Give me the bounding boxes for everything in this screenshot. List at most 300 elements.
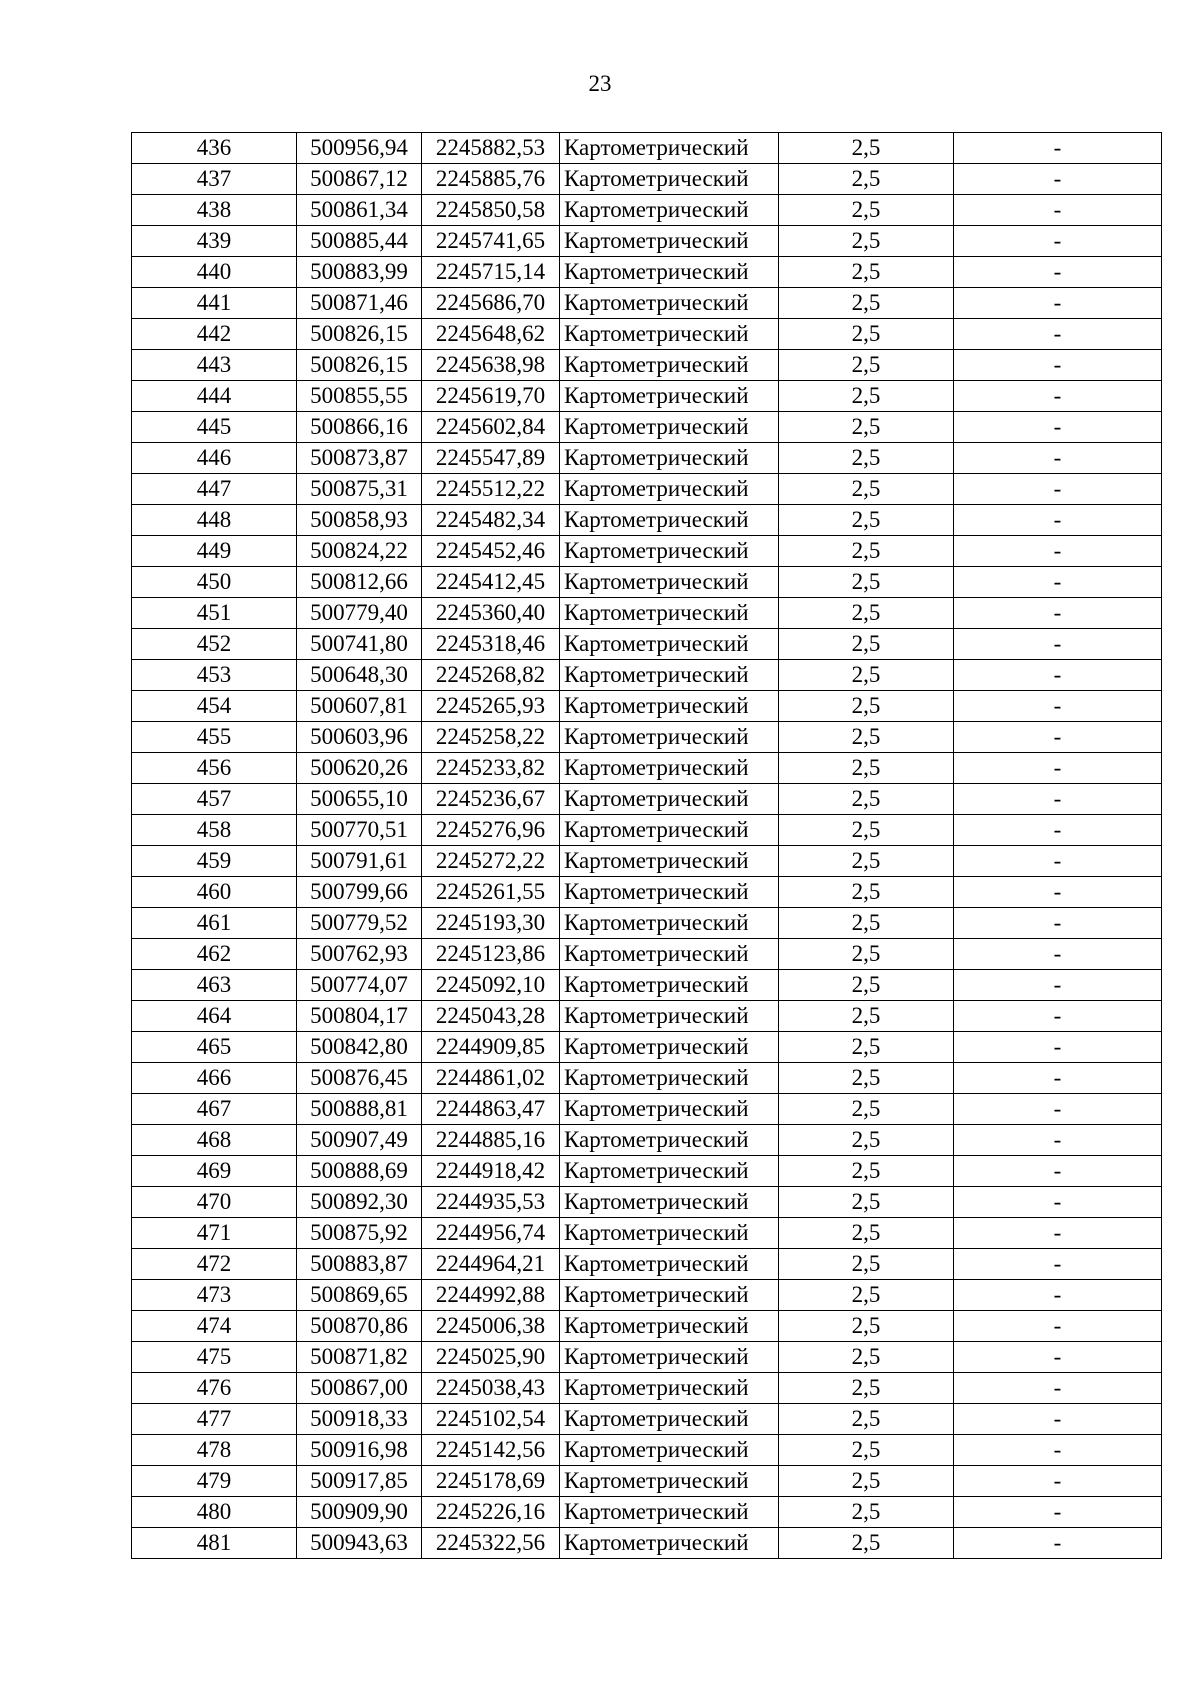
description-cell: - [954, 1435, 1162, 1466]
point-number-cell: 452 [132, 629, 297, 660]
x-coordinate-cell: 500655,10 [297, 784, 422, 815]
description-cell: - [954, 846, 1162, 877]
x-coordinate-cell: 500826,15 [297, 350, 422, 381]
method-cell: Картометрический [560, 939, 779, 970]
table-row [132, 629, 1162, 660]
x-coordinate-cell: 500871,46 [297, 288, 422, 319]
y-coordinate-cell: 2245265,93 [422, 691, 560, 722]
method-cell: Картометрический [560, 319, 779, 350]
method-cell: Картометрический [560, 1218, 779, 1249]
table-row [132, 691, 1162, 722]
y-coordinate-cell: 2245025,90 [422, 1342, 560, 1373]
y-coordinate-cell: 2245619,70 [422, 381, 560, 412]
point-number-cell: 442 [132, 319, 297, 350]
method-cell: Картометрический [560, 1280, 779, 1311]
method-cell: Картометрический [560, 846, 779, 877]
table-row [132, 660, 1162, 691]
y-coordinate-cell: 2245233,82 [422, 753, 560, 784]
table-row [132, 288, 1162, 319]
description-cell: - [954, 784, 1162, 815]
method-cell: Картометрический [560, 381, 779, 412]
table-row [132, 1125, 1162, 1156]
precision-cell: 2,5 [779, 226, 954, 257]
y-coordinate-cell: 2245178,69 [422, 1466, 560, 1497]
table-row [132, 1032, 1162, 1063]
method-cell: Картометрический [560, 1311, 779, 1342]
table-row [132, 474, 1162, 505]
description-cell: - [954, 505, 1162, 536]
x-coordinate-cell: 500909,90 [297, 1497, 422, 1528]
coordinates-table [131, 132, 1162, 1559]
y-coordinate-cell: 2245006,38 [422, 1311, 560, 1342]
point-number-cell: 459 [132, 846, 297, 877]
y-coordinate-cell: 2245885,76 [422, 164, 560, 195]
method-cell: Картометрический [560, 1063, 779, 1094]
y-coordinate-cell: 2245547,89 [422, 443, 560, 474]
method-cell: Картометрический [560, 1032, 779, 1063]
x-coordinate-cell: 500888,69 [297, 1156, 422, 1187]
y-coordinate-cell: 2244956,74 [422, 1218, 560, 1249]
point-number-cell: 480 [132, 1497, 297, 1528]
method-cell: Картометрический [560, 784, 779, 815]
point-number-cell: 439 [132, 226, 297, 257]
description-cell: - [954, 164, 1162, 195]
method-cell: Картометрический [560, 970, 779, 1001]
y-coordinate-cell: 2244992,88 [422, 1280, 560, 1311]
x-coordinate-cell: 500762,93 [297, 939, 422, 970]
method-cell: Картометрический [560, 1342, 779, 1373]
method-cell: Картометрический [560, 1404, 779, 1435]
point-number-cell: 446 [132, 443, 297, 474]
y-coordinate-cell: 2244964,21 [422, 1249, 560, 1280]
y-coordinate-cell: 2245412,45 [422, 567, 560, 598]
x-coordinate-cell: 500876,45 [297, 1063, 422, 1094]
point-number-cell: 455 [132, 722, 297, 753]
description-cell: - [954, 195, 1162, 226]
precision-cell: 2,5 [779, 629, 954, 660]
x-coordinate-cell: 500858,93 [297, 505, 422, 536]
precision-cell: 2,5 [779, 1435, 954, 1466]
table-row [132, 1311, 1162, 1342]
precision-cell: 2,5 [779, 1094, 954, 1125]
method-cell: Картометрический [560, 660, 779, 691]
method-cell: Картометрический [560, 722, 779, 753]
point-number-cell: 456 [132, 753, 297, 784]
precision-cell: 2,5 [779, 133, 954, 164]
description-cell: - [954, 1063, 1162, 1094]
description-cell: - [954, 381, 1162, 412]
y-coordinate-cell: 2245482,34 [422, 505, 560, 536]
method-cell: Картометрический [560, 1435, 779, 1466]
table-row [132, 567, 1162, 598]
description-cell: - [954, 474, 1162, 505]
point-number-cell: 444 [132, 381, 297, 412]
method-cell: Картометрический [560, 257, 779, 288]
y-coordinate-cell: 2244935,53 [422, 1187, 560, 1218]
description-cell: - [954, 1466, 1162, 1497]
precision-cell: 2,5 [779, 164, 954, 195]
table-row [132, 722, 1162, 753]
table-row [132, 536, 1162, 567]
point-number-cell: 457 [132, 784, 297, 815]
x-coordinate-cell: 500956,94 [297, 133, 422, 164]
y-coordinate-cell: 2245322,56 [422, 1528, 560, 1559]
precision-cell: 2,5 [779, 1249, 954, 1280]
method-cell: Картометрический [560, 1001, 779, 1032]
y-coordinate-cell: 2245512,22 [422, 474, 560, 505]
y-coordinate-cell: 2245360,40 [422, 598, 560, 629]
description-cell: - [954, 412, 1162, 443]
x-coordinate-cell: 500869,65 [297, 1280, 422, 1311]
description-cell: - [954, 970, 1162, 1001]
point-number-cell: 466 [132, 1063, 297, 1094]
y-coordinate-cell: 2245193,30 [422, 908, 560, 939]
precision-cell: 2,5 [779, 1311, 954, 1342]
method-cell: Картометрический [560, 691, 779, 722]
point-number-cell: 453 [132, 660, 297, 691]
x-coordinate-cell: 500907,49 [297, 1125, 422, 1156]
x-coordinate-cell: 500916,98 [297, 1435, 422, 1466]
description-cell: - [954, 815, 1162, 846]
x-coordinate-cell: 500867,00 [297, 1373, 422, 1404]
y-coordinate-cell: 2244918,42 [422, 1156, 560, 1187]
precision-cell: 2,5 [779, 846, 954, 877]
precision-cell: 2,5 [779, 1342, 954, 1373]
method-cell: Картометрический [560, 815, 779, 846]
precision-cell: 2,5 [779, 1466, 954, 1497]
x-coordinate-cell: 500892,30 [297, 1187, 422, 1218]
table-row [132, 412, 1162, 443]
point-number-cell: 449 [132, 536, 297, 567]
point-number-cell: 454 [132, 691, 297, 722]
table-row [132, 970, 1162, 1001]
x-coordinate-cell: 500943,63 [297, 1528, 422, 1559]
method-cell: Картометрический [560, 195, 779, 226]
method-cell: Картометрический [560, 1156, 779, 1187]
table-row [132, 1001, 1162, 1032]
description-cell: - [954, 908, 1162, 939]
table-row [132, 1497, 1162, 1528]
y-coordinate-cell: 2245648,62 [422, 319, 560, 350]
point-number-cell: 464 [132, 1001, 297, 1032]
point-number-cell: 450 [132, 567, 297, 598]
x-coordinate-cell: 500824,22 [297, 536, 422, 567]
description-cell: - [954, 1094, 1162, 1125]
description-cell: - [954, 877, 1162, 908]
y-coordinate-cell: 2245268,82 [422, 660, 560, 691]
method-cell: Картометрический [560, 908, 779, 939]
precision-cell: 2,5 [779, 567, 954, 598]
y-coordinate-cell: 2245602,84 [422, 412, 560, 443]
point-number-cell: 436 [132, 133, 297, 164]
method-cell: Картометрический [560, 1249, 779, 1280]
precision-cell: 2,5 [779, 412, 954, 443]
table-row [132, 1373, 1162, 1404]
x-coordinate-cell: 500826,15 [297, 319, 422, 350]
y-coordinate-cell: 2245226,16 [422, 1497, 560, 1528]
precision-cell: 2,5 [779, 1187, 954, 1218]
table-row [132, 784, 1162, 815]
point-number-cell: 471 [132, 1218, 297, 1249]
description-cell: - [954, 288, 1162, 319]
precision-cell: 2,5 [779, 1528, 954, 1559]
precision-cell: 2,5 [779, 536, 954, 567]
description-cell: - [954, 1497, 1162, 1528]
table-row [132, 1094, 1162, 1125]
description-cell: - [954, 257, 1162, 288]
y-coordinate-cell: 2244885,16 [422, 1125, 560, 1156]
x-coordinate-cell: 500883,99 [297, 257, 422, 288]
x-coordinate-cell: 500918,33 [297, 1404, 422, 1435]
x-coordinate-cell: 500648,30 [297, 660, 422, 691]
table-row [132, 319, 1162, 350]
method-cell: Картометрический [560, 1528, 779, 1559]
description-cell: - [954, 753, 1162, 784]
table-row [132, 1280, 1162, 1311]
x-coordinate-cell: 500799,66 [297, 877, 422, 908]
table-row [132, 846, 1162, 877]
y-coordinate-cell: 2244861,02 [422, 1063, 560, 1094]
precision-cell: 2,5 [779, 598, 954, 629]
method-cell: Картометрический [560, 567, 779, 598]
y-coordinate-cell: 2245102,54 [422, 1404, 560, 1435]
x-coordinate-cell: 500917,85 [297, 1466, 422, 1497]
x-coordinate-cell: 500770,51 [297, 815, 422, 846]
point-number-cell: 462 [132, 939, 297, 970]
precision-cell: 2,5 [779, 753, 954, 784]
precision-cell: 2,5 [779, 195, 954, 226]
x-coordinate-cell: 500812,66 [297, 567, 422, 598]
point-number-cell: 474 [132, 1311, 297, 1342]
precision-cell: 2,5 [779, 319, 954, 350]
x-coordinate-cell: 500779,40 [297, 598, 422, 629]
y-coordinate-cell: 2245258,22 [422, 722, 560, 753]
table-row [132, 1218, 1162, 1249]
precision-cell: 2,5 [779, 474, 954, 505]
y-coordinate-cell: 2245741,65 [422, 226, 560, 257]
method-cell: Картометрический [560, 412, 779, 443]
x-coordinate-cell: 500866,16 [297, 412, 422, 443]
method-cell: Картометрический [560, 443, 779, 474]
precision-cell: 2,5 [779, 691, 954, 722]
x-coordinate-cell: 500855,55 [297, 381, 422, 412]
point-number-cell: 448 [132, 505, 297, 536]
table-row [132, 350, 1162, 381]
x-coordinate-cell: 500620,26 [297, 753, 422, 784]
x-coordinate-cell: 500885,44 [297, 226, 422, 257]
precision-cell: 2,5 [779, 257, 954, 288]
table-row [132, 1404, 1162, 1435]
point-number-cell: 463 [132, 970, 297, 1001]
point-number-cell: 460 [132, 877, 297, 908]
method-cell: Картометрический [560, 536, 779, 567]
precision-cell: 2,5 [779, 443, 954, 474]
point-number-cell: 469 [132, 1156, 297, 1187]
table-row [132, 443, 1162, 474]
description-cell: - [954, 691, 1162, 722]
method-cell: Картометрический [560, 877, 779, 908]
precision-cell: 2,5 [779, 660, 954, 691]
y-coordinate-cell: 2245142,56 [422, 1435, 560, 1466]
precision-cell: 2,5 [779, 1497, 954, 1528]
y-coordinate-cell: 2245038,43 [422, 1373, 560, 1404]
method-cell: Картометрический [560, 1125, 779, 1156]
description-cell: - [954, 1156, 1162, 1187]
description-cell: - [954, 1528, 1162, 1559]
point-number-cell: 461 [132, 908, 297, 939]
y-coordinate-cell: 2245043,28 [422, 1001, 560, 1032]
table-row [132, 1249, 1162, 1280]
point-number-cell: 445 [132, 412, 297, 443]
point-number-cell: 478 [132, 1435, 297, 1466]
point-number-cell: 476 [132, 1373, 297, 1404]
point-number-cell: 465 [132, 1032, 297, 1063]
description-cell: - [954, 1311, 1162, 1342]
x-coordinate-cell: 500875,92 [297, 1218, 422, 1249]
table-row [132, 753, 1162, 784]
precision-cell: 2,5 [779, 288, 954, 319]
method-cell: Картометрический [560, 1373, 779, 1404]
y-coordinate-cell: 2244909,85 [422, 1032, 560, 1063]
method-cell: Картометрический [560, 505, 779, 536]
table-row [132, 381, 1162, 412]
precision-cell: 2,5 [779, 381, 954, 412]
y-coordinate-cell: 2245276,96 [422, 815, 560, 846]
method-cell: Картометрический [560, 288, 779, 319]
table-row [132, 1528, 1162, 1559]
method-cell: Картометрический [560, 1466, 779, 1497]
method-cell: Картометрический [560, 1187, 779, 1218]
method-cell: Картометрический [560, 1094, 779, 1125]
description-cell: - [954, 660, 1162, 691]
x-coordinate-cell: 500804,17 [297, 1001, 422, 1032]
description-cell: - [954, 722, 1162, 753]
y-coordinate-cell: 2245092,10 [422, 970, 560, 1001]
table-row [132, 877, 1162, 908]
method-cell: Картометрический [560, 164, 779, 195]
precision-cell: 2,5 [779, 505, 954, 536]
x-coordinate-cell: 500871,82 [297, 1342, 422, 1373]
x-coordinate-cell: 500873,87 [297, 443, 422, 474]
method-cell: Картометрический [560, 133, 779, 164]
table-row [132, 257, 1162, 288]
point-number-cell: 440 [132, 257, 297, 288]
precision-cell: 2,5 [779, 1373, 954, 1404]
description-cell: - [954, 536, 1162, 567]
x-coordinate-cell: 500607,81 [297, 691, 422, 722]
description-cell: - [954, 1032, 1162, 1063]
description-cell: - [954, 1218, 1162, 1249]
description-cell: - [954, 1342, 1162, 1373]
y-coordinate-cell: 2245686,70 [422, 288, 560, 319]
precision-cell: 2,5 [779, 722, 954, 753]
precision-cell: 2,5 [779, 877, 954, 908]
x-coordinate-cell: 500888,81 [297, 1094, 422, 1125]
description-cell: - [954, 1280, 1162, 1311]
table-row [132, 505, 1162, 536]
precision-cell: 2,5 [779, 1001, 954, 1032]
x-coordinate-cell: 500883,87 [297, 1249, 422, 1280]
description-cell: - [954, 1187, 1162, 1218]
description-cell: - [954, 226, 1162, 257]
method-cell: Картометрический [560, 350, 779, 381]
point-number-cell: 443 [132, 350, 297, 381]
point-number-cell: 481 [132, 1528, 297, 1559]
x-coordinate-cell: 500774,07 [297, 970, 422, 1001]
table-row [132, 1187, 1162, 1218]
method-cell: Картометрический [560, 474, 779, 505]
precision-cell: 2,5 [779, 970, 954, 1001]
x-coordinate-cell: 500779,52 [297, 908, 422, 939]
coordinates-table-body [132, 133, 1162, 1559]
precision-cell: 2,5 [779, 350, 954, 381]
precision-cell: 2,5 [779, 1404, 954, 1435]
table-row [132, 1063, 1162, 1094]
point-number-cell: 451 [132, 598, 297, 629]
table-row [132, 226, 1162, 257]
description-cell: - [954, 598, 1162, 629]
precision-cell: 2,5 [779, 1032, 954, 1063]
method-cell: Картометрический [560, 629, 779, 660]
precision-cell: 2,5 [779, 1156, 954, 1187]
precision-cell: 2,5 [779, 815, 954, 846]
table-row [132, 133, 1162, 164]
point-number-cell: 479 [132, 1466, 297, 1497]
x-coordinate-cell: 500791,61 [297, 846, 422, 877]
table-row [132, 195, 1162, 226]
description-cell: - [954, 443, 1162, 474]
x-coordinate-cell: 500603,96 [297, 722, 422, 753]
point-number-cell: 468 [132, 1125, 297, 1156]
method-cell: Картометрический [560, 598, 779, 629]
precision-cell: 2,5 [779, 939, 954, 970]
description-cell: - [954, 567, 1162, 598]
description-cell: - [954, 1001, 1162, 1032]
description-cell: - [954, 939, 1162, 970]
precision-cell: 2,5 [779, 1125, 954, 1156]
x-coordinate-cell: 500867,12 [297, 164, 422, 195]
y-coordinate-cell: 2245850,58 [422, 195, 560, 226]
y-coordinate-cell: 2245882,53 [422, 133, 560, 164]
table-row [132, 908, 1162, 939]
x-coordinate-cell: 500875,31 [297, 474, 422, 505]
page-number: 23 [588, 71, 612, 96]
y-coordinate-cell: 2244863,47 [422, 1094, 560, 1125]
y-coordinate-cell: 2245638,98 [422, 350, 560, 381]
x-coordinate-cell: 500741,80 [297, 629, 422, 660]
point-number-cell: 477 [132, 1404, 297, 1435]
y-coordinate-cell: 2245236,67 [422, 784, 560, 815]
y-coordinate-cell: 2245318,46 [422, 629, 560, 660]
description-cell: - [954, 1249, 1162, 1280]
point-number-cell: 441 [132, 288, 297, 319]
table-row [132, 815, 1162, 846]
description-cell: - [954, 133, 1162, 164]
description-cell: - [954, 1404, 1162, 1435]
description-cell: - [954, 1125, 1162, 1156]
point-number-cell: 467 [132, 1094, 297, 1125]
point-number-cell: 470 [132, 1187, 297, 1218]
description-cell: - [954, 350, 1162, 381]
y-coordinate-cell: 2245715,14 [422, 257, 560, 288]
y-coordinate-cell: 2245261,55 [422, 877, 560, 908]
x-coordinate-cell: 500870,86 [297, 1311, 422, 1342]
precision-cell: 2,5 [779, 784, 954, 815]
method-cell: Картометрический [560, 753, 779, 784]
x-coordinate-cell: 500842,80 [297, 1032, 422, 1063]
x-coordinate-cell: 500861,34 [297, 195, 422, 226]
point-number-cell: 438 [132, 195, 297, 226]
